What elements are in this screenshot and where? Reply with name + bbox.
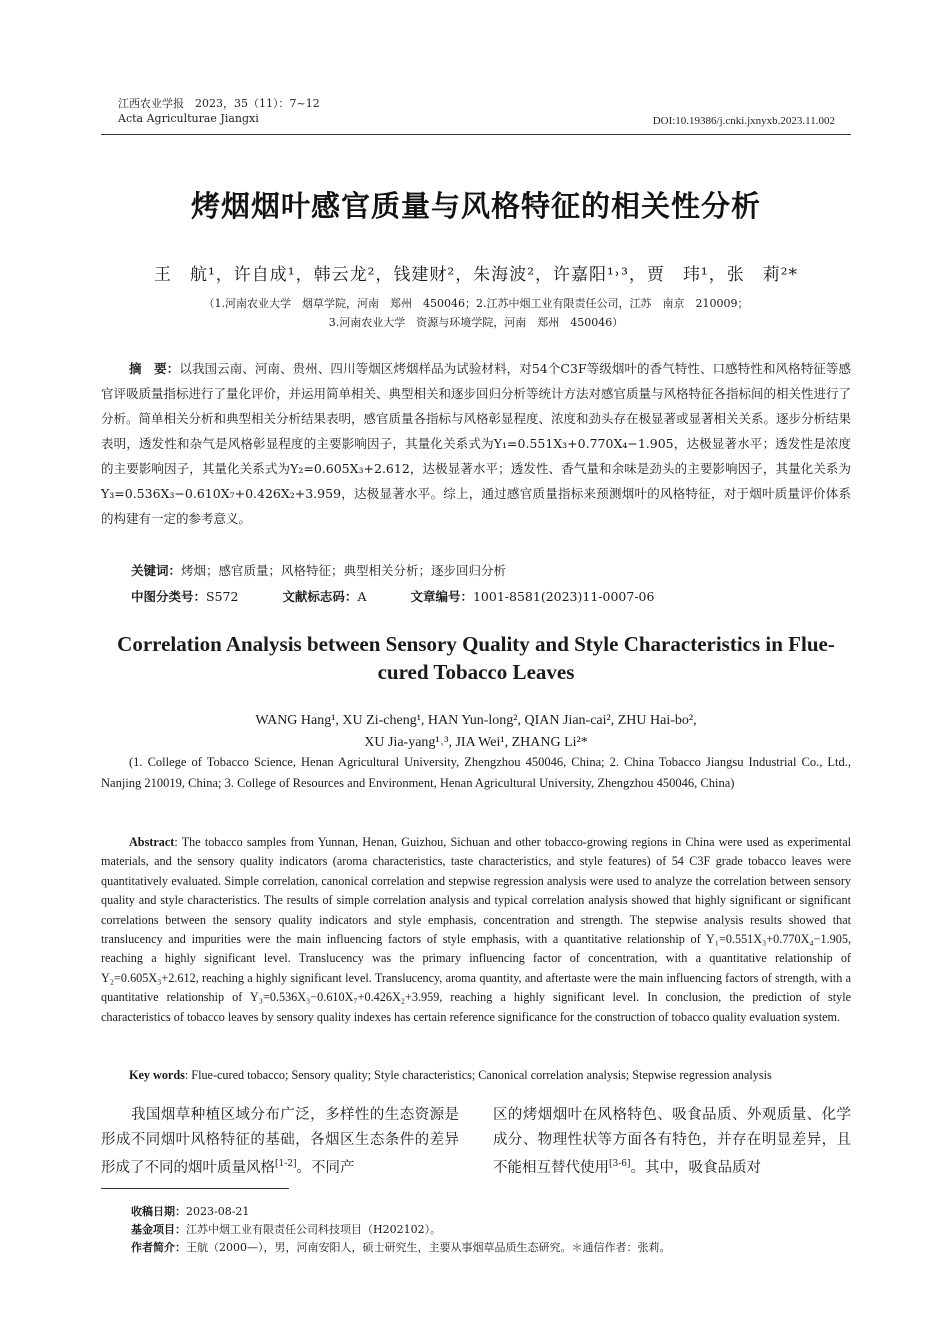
clc-label: 中图分类号： [131, 589, 207, 604]
received-date [131, 1203, 851, 1221]
citation-ref: [1-2] [275, 1159, 297, 1169]
journal-en-name: Acta Agriculturae Jiangxi [118, 112, 259, 125]
affiliation-cn-line: 3.河南农业大学 资源与环境学院，河南 郑州 450046） [328, 316, 624, 329]
fund-value: 江苏中烟工业有限责任公司科技项目（H202102）。 [186, 1223, 442, 1236]
abstract-en-text: : The tobacco samples from Yunnan, Henan, Guizhou, Sichuan and other tobacco-growing regions in China were used as experimental materials, and the sensory quality indicators (aroma characteristics, taste characteristics, and style features) of 54 C3F grade tobacco leaves were quantitatively evaluated. Simple correlation, canonical correlation and stepwise regression analysis were used to analyze the correlation between sensory quality and style characteristics. The results of simple correlation analysis and typical correlation analysis showed that highly significant or significant correlations between the sensory quality indicators and style emphasis, concentration and strength. The stepwise analysis results showed that translucency and impurities were the main influencing factors of style emphasis, with a quantitative relationship of Y₁=0.551X₃+0.770X₄−1.905, reaching a highly significant level. Translucency was the primary influencing factor of concentration, with a quantitative relationship of Y₂=0.605X₃+2.612, reaching a highly significant level. Translucency, aroma quantity, and aftertaste were the main influencing factors of strength, with a quantitative relationship of Y₃=0.536X₃−0.610X₇+0.426X₂+3.959, reaching a highly significant level. In conclusion, the prediction of style characteristics of tobacco leaves by sensory quality indexes has certain reference significance for the construction of tobacco quality evaluation system. [101, 835, 851, 1024]
authors-en-line: WANG Hang¹, XU Zi-cheng¹, HAN Yun-long², QIAN Jian-cai², ZHU Hai-bo², [255, 713, 697, 728]
header-rule [101, 134, 851, 135]
citation-ref: [3-6] [609, 1159, 631, 1169]
keywords-cn-text: 烤烟；感官质量；风格特征；典型相关分析；逐步回归分析 [181, 563, 507, 578]
affiliations-en: (1. College of Tobacco Science, Henan Agricultural University, Zhengzhou 450046, China; 2. China Tobacco Jiangsu Industrial Co., Ltd., Nanjing 210019, China; 3. College of Resources and Environment, Henan Agricultural University, Zhengzhou 450046, China) [101, 755, 851, 790]
body-right-text: 区的烤烟烟叶在风格特色、吸食品质、外观质量、化学成分、物理性状等方面各有特色，并存在明显差异，且不能相互替代使用 [493, 1107, 851, 1176]
body-column-left [101, 1103, 459, 1180]
authors-en-line: XU Jia-yang¹˒³, JIA Wei¹, ZHANG Li²* [364, 735, 588, 750]
article-no-label: 文章编号： [410, 589, 473, 604]
author-label: 作者简介： [131, 1241, 186, 1254]
title-cn: 烤烟烟叶感官质量与风格特征的相关性分析 [190, 189, 761, 223]
footnotes [131, 1203, 851, 1257]
author-bio [131, 1239, 851, 1257]
authors-en [101, 710, 851, 754]
footnote-rule [101, 1188, 289, 1189]
abstract-en [101, 833, 851, 1027]
received-value: 2023-08-21 [186, 1205, 250, 1218]
body-left-text: 我国烟草种植区域分布广泛，多样性的生态资源是形成不同烟叶风格特征的基础，各烟区生态条件的差异形成了不同的烟叶质量风格 [101, 1107, 459, 1176]
journal-cn-line: 江西农业学报 2023，35（11）：7~12 [118, 97, 320, 110]
abstract-cn [101, 356, 851, 531]
fund-label: 基金项目： [131, 1223, 186, 1236]
body-column-right [493, 1103, 851, 1180]
abstract-cn-label: 摘 要： [129, 361, 180, 376]
author-value: 王航（2000—），男，河南安阳人，硕士研究生，主要从事烟草品质生态研究。＊通信作者：张莉。 [186, 1241, 671, 1254]
doc-code-value: A [357, 589, 367, 604]
classification-line [131, 587, 851, 607]
body-left-tail: 。不同产 [296, 1159, 355, 1176]
fund-info [131, 1221, 851, 1239]
received-label: 收稿日期： [131, 1205, 186, 1218]
body-right-tail: 。其中，吸食品质对 [630, 1159, 762, 1176]
authors-cn: 王 航¹，许自成¹，韩云龙²，钱建财²，朱海波²，许嘉阳¹˒³，贾 玮¹，张 莉²* [153, 265, 799, 285]
keywords-en-label: Key words [129, 1068, 185, 1082]
doi: DOI:10.19386/j.cnki.jxnyxb.2023.11.002 [652, 115, 835, 127]
keywords-cn [131, 561, 851, 581]
keywords-cn-label: 关键词： [131, 563, 182, 578]
journal-header [118, 96, 320, 126]
abstract-en-label: Abstract [129, 835, 175, 849]
abstract-cn-text: 以我国云南、河南、贵州、四川等烟区烤烟样品为试验材料，对54个C3F等级烟叶的香气特性、口感特性和风格特征等感官评吸质量指标进行了量化评价，并运用简单相关、典型相关和逐步回归分析等统计方法对感官质量与风格特征各指标间的相关性进行了分析。简单相关分析和典型相关分析结果表明，感官质量各指标与风格彰显程度、浓度和劲头存在极显著或显著相关关系。逐步分析结果表明，透发性和杂气是风格彰显程度的主要影响因子，其量化关系式为Y₁=0.551X₃+0.770X₄−1.905，达极显著水平；透发性是浓度的主要影响因子，其量化关系式为Y₂=0.605X₃+2.612，达极显著水平；透发性、香气量和余味是劲头的主要影响因子，其量化关系为Y₃=0.536X₃−0.610X₇+0.426X₂+3.959，达极显著水平。综上，通过感官质量指标来预测烟叶的风格特征，对于烟叶质量评价体系的构建有一定的参考意义。 [101, 361, 852, 526]
keywords-en-text: : Flue-cured tobacco; Sensory quality; Style characteristics; Canonical correlation analysis; Stepwise regression analysis [184, 1068, 772, 1082]
doc-code-label: 文献标志码： [282, 589, 358, 604]
affiliations-cn [101, 294, 851, 332]
clc-value: S572 [206, 589, 239, 604]
article-no-value: 1001-8581(2023)11-0007-06 [472, 589, 655, 604]
affiliation-cn-line: （1.河南农业大学 烟草学院，河南 郑州 450046；2.江苏中烟工业有限责任公司，江苏 南京 210009； [203, 297, 749, 310]
keywords-en [101, 1066, 851, 1085]
title-en: Correlation Analysis between Sensory Quality and Style Characteristics in Flue-cured Tobacco Leaves [117, 632, 835, 684]
